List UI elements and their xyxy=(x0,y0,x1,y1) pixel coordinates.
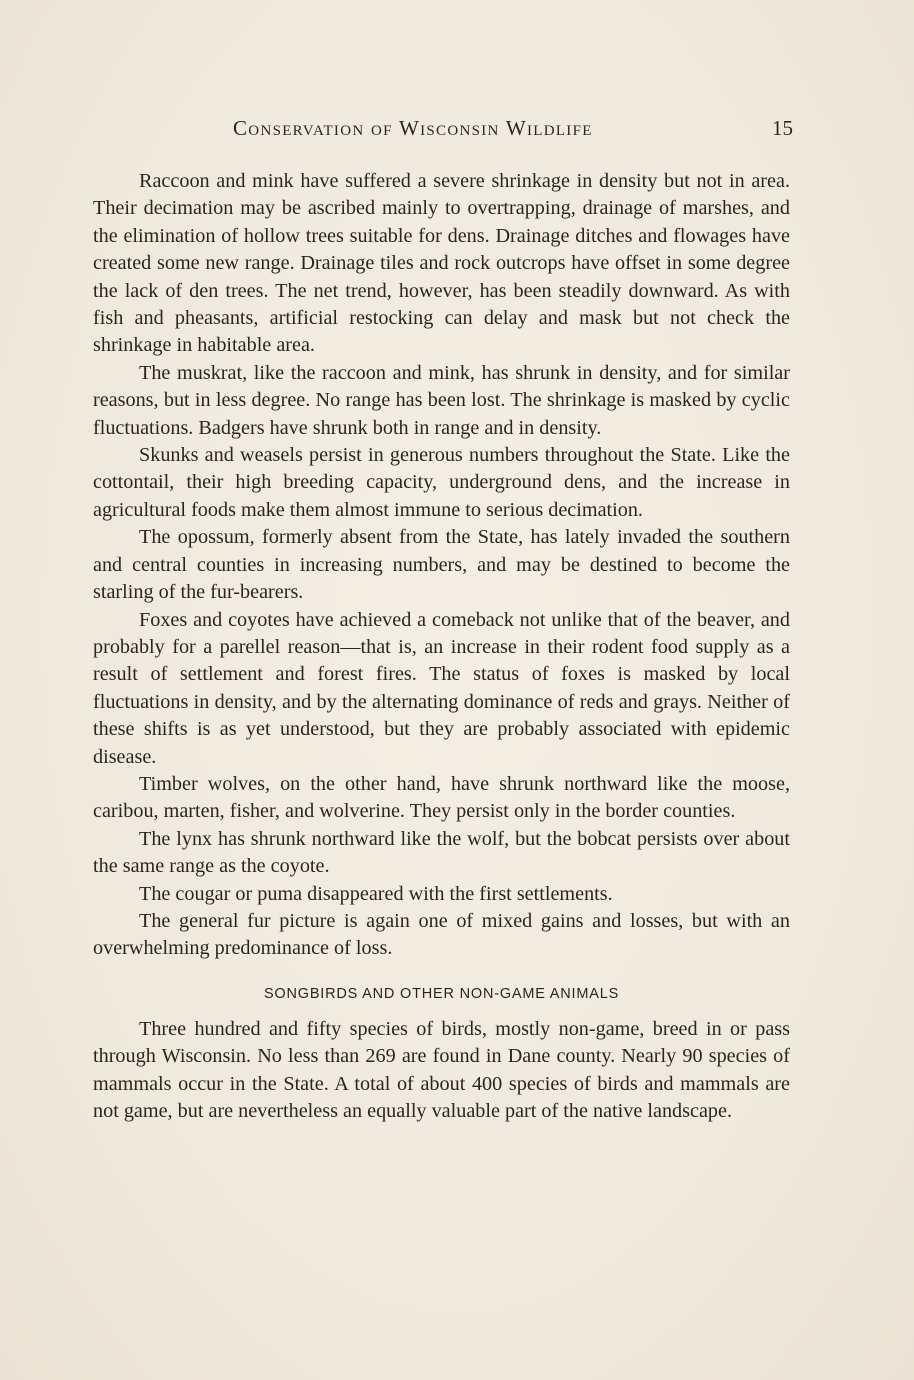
running-title: Conservation of Wisconsin Wildlife xyxy=(233,116,593,140)
paragraph-foxes-coyotes: Foxes and coyotes have achieved a comeback not unlike that of the beaver, and probably for a parellel reason—that is, an increase in their rodent food supply as a result of settlement and forest fires. The status of foxes is masked by local fluctuations in density, and by the alternating dominance of reds and grays. Neither of these shifts is as yet understood, but they are probably associated with epidemic disease. xyxy=(93,608,790,768)
running-head xyxy=(233,116,793,146)
page-number: 15 xyxy=(772,116,793,140)
body-text xyxy=(93,168,790,1125)
section-heading: SONGBIRDS AND OTHER NON-GAME ANIMALS xyxy=(263,985,620,1002)
paragraph-opossum: The opossum, formerly absent from the State, has lately invaded the southern and central counties in increasing numbers, and may be destined to become the starling of the fur-bearers. xyxy=(93,526,790,604)
paragraph-timber-wolves: Timber wolves, on the other hand, have shrunk northward like the moose, caribou, marten, fisher, and wolverine. They persist only in the border counties. xyxy=(93,772,790,823)
paragraph-fur-summary: The general fur picture is again one of mixed gains and losses, but with an overwhelming predominance of loss. xyxy=(93,909,790,960)
paragraph-songbirds: Three hundred and fifty species of birds, mostly non-game, breed in or pass through Wisconsin. No less than 269 are found in Dane county. Nearly 90 species of mammals occur in the State. A total of about 400 species of birds and mammals are not game, but are nevertheless an equally valuable part of the native landscape. xyxy=(93,1017,790,1122)
paragraph-muskrat: The muskrat, like the raccoon and mink, has shrunk in density, and for similar reasons, but in less degree. No range has been lost. The shrinkage is masked by cyclic fluctuations. Badgers have shrunk both in range and in density. xyxy=(93,361,790,439)
paragraph-cougar: The cougar or puma disappeared with the first settlements. xyxy=(139,882,613,905)
paragraph-skunks-weasels: Skunks and weasels persist in generous numbers throughout the State. Like the cottontail, their high breeding capacity, underground dens, and the increase in agricultural foods make them almost immune to serious decimation. xyxy=(93,444,790,521)
paragraph-lynx-bobcat: The lynx has shrunk northward like the wolf, but the bobcat persists over about the same range as the coyote. xyxy=(93,827,790,878)
paragraph-raccoon-mink: Raccoon and mink have suffered a severe shrinkage in density but not in area. Their decimation may be ascribed mainly to overtrapping, drainage of marshes, and the elimination of hollow trees suitable for dens. Drainage ditches and flowages have created some new range. Drainage tiles and rock outcrops have offset in some degree the lack of den trees. The net trend, however, has been steadily downward. As with fish and pheasants, artificial restocking can delay and mask but not check the shrinkage in habitable area. xyxy=(93,170,790,357)
